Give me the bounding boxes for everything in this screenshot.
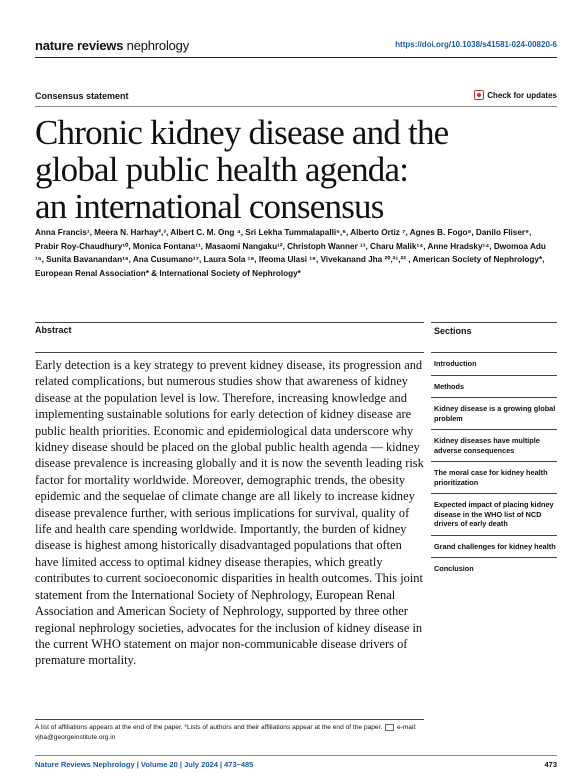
type-divider [35, 106, 557, 107]
sections-top-rule [431, 322, 557, 323]
article-title [35, 114, 555, 225]
abstract-heading: Abstract [35, 325, 72, 335]
abstract-top-rule [35, 322, 424, 323]
title-line: global public health agenda: [35, 150, 409, 189]
title-line: an international consensus [35, 187, 384, 226]
sections-heading: Sections [434, 326, 472, 336]
header-divider [35, 57, 557, 58]
journal-name [35, 38, 189, 53]
section-link-conclusion[interactable]: Conclusion [431, 557, 557, 580]
footer-rule [35, 755, 557, 756]
section-link-adverse-consequences[interactable]: Kidney diseases have multiple adverse consequences [431, 429, 557, 461]
journal-name-rest: nephrology [123, 38, 189, 53]
email-label: e-mail: [396, 724, 417, 731]
section-link-expected-impact[interactable]: Expected impact of placing kidney disease in the WHO list of NCD drivers of early death [431, 493, 557, 535]
check-updates-label: Check for updates [487, 90, 557, 100]
abstract-rule [35, 352, 424, 353]
section-link-growing-problem[interactable]: Kidney disease is a growing global problem [431, 397, 557, 429]
author-list: Anna Francis¹, Meera N. Harhay²,³, Albert C. M. Ong ⁴, Sri Lekha Tummalapalli⁵,⁶, Alberto Ortiz ⁷, Agnes B. Fogo⁸, Danilo Fliser⁹, Prabir Roy-Chaudhury¹⁰, Monica Fontana¹¹, Masaomi Nangaku¹², Christoph Wanner ¹³, Charu Malik¹⁴, Anne Hradsky¹⁴, Dwomoa Adu ¹⁵, Sunita Bavanandan¹⁶, Ana Cusumano¹⁷, Laura Sola ¹⁸, Ifeoma Ulasi ¹⁹, Vivekanand Jha ²⁰,²¹,²² , American Society of Nephrology*, European Renal Association* & International Society of Nephrology* [35, 228, 546, 279]
abstract-text: Early detection is a key strategy to prevent kidney disease, its progression and related complications, but numerous studies show that awareness of kidney disease at the population level is low. Therefore, increasing knowledge and implementing sustainable solutions for early detection of kidney disease are public health priorities. Economic and epidemiological data underscore why kidney disease should be placed on the global public health agenda — kidney disease prevalence is increasing globally and it is now the seventh leading risk factor for mortality worldwide. Moreover, demographic trends, the obesity epidemic and the sequelae of climate change are all likely to increase kidney disease prevalence further, with serious implications for survival, quality of life and health care spending worldwide. Importantly, the burden of kidney disease is highest among historically disadvantaged populations that often have limited access to optimal kidney disease therapies, which greatly contributes to current socioeconomic disparities in health outcomes. This joint statement from the International Society of Nephrology, European Renal Association and American Society of Nephrology, supported by three other regional nephrology societies, advocates for the inclusion of kidney disease in the current WHO statement on major non-communicable disease drivers of premature mortality. [35, 358, 424, 668]
section-link-introduction[interactable]: Introduction [431, 352, 557, 375]
section-link-grand-challenges[interactable]: Grand challenges for kidney health [431, 535, 557, 558]
footnote-affiliations: A list of affiliations appears at the end of the paper. *Lists of authors and their affiliations appear at the end of the paper. [35, 724, 383, 731]
sections-nav [431, 352, 557, 580]
page-number: 473 [544, 760, 557, 769]
email-link[interactable]: vjha@georgeinstitute.org.in [35, 734, 116, 741]
check-updates-button[interactable] [474, 90, 557, 100]
doi-link[interactable]: https://doi.org/10.1038/s41581-024-00820-6 [395, 40, 557, 49]
article-type: Consensus statement [35, 91, 129, 101]
journal-name-bold: nature reviews [35, 38, 124, 53]
title-line: Chronic kidney disease and the [35, 113, 449, 152]
email-icon [385, 724, 394, 731]
check-updates-icon [474, 90, 484, 100]
footer-citation: Nature Reviews Nephrology | Volume 20 | July 2024 | 473–485 [35, 760, 254, 769]
section-link-moral-case[interactable]: The moral case for kidney health prioritization [431, 461, 557, 493]
footnote-rule [35, 719, 424, 720]
section-link-methods[interactable]: Methods [431, 375, 557, 398]
footnote [35, 723, 427, 743]
